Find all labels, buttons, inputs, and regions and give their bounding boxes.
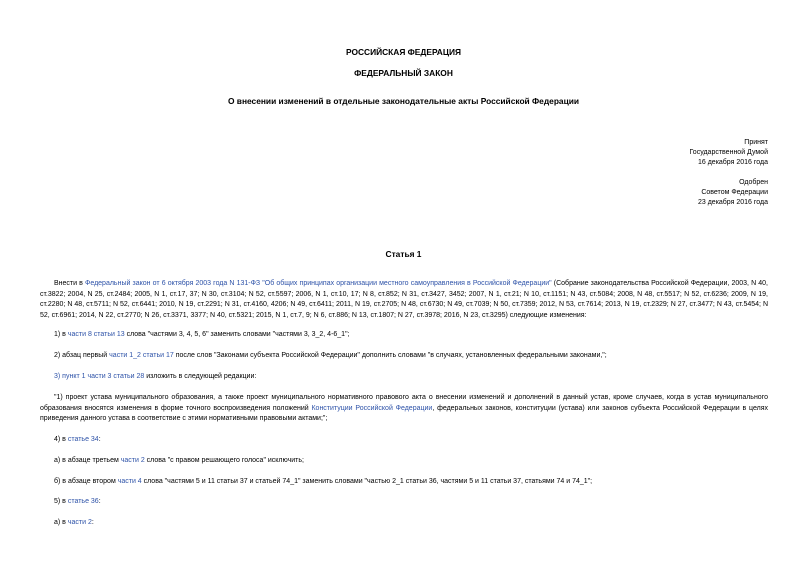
item-3-rest: изложить в следующей редакции:	[144, 373, 257, 380]
item-4b-link[interactable]: части 4	[117, 478, 142, 485]
item-5-link[interactable]: статье 36	[67, 498, 99, 505]
intro-paragraph	[40, 279, 768, 321]
intro-citations: (Собрание законодательства Российской Федерации, 2003, N 40, ст.3822; 2004, N 25, ст.2484; 2005, N 1, ст.17, 37; N 30, ст.3104; N 52, ст.5597; 2006, N 1, ст.10, 17; N 8, ст.852; N 31, ст.3427, 3452; 2007, N 1, ст.21; N 10, ст.1151; N 43, ст.5084; 2008, N 48, ст.5517; N 52, ст.6236; 2009, N 19, ст.2280; N 48, ст.5711; N 52, ст.6441; 2010, N 19, ст.2291; N 31, ст.4160, 4206; N 49, ст.6411; 2011, N 19, ст.2705; N 48, ст.6730; N 49, ст.7039; N 50, ст.7359; 2012, N 53, ст.7614; 2013, N 19, ст.2329; N 27, ст.3477; N 43, ст.5454; N 52, ст.6961; 2014, N 22, ст.2770; N 26, ст.3371, 3377; N 40, ст.5321; 2015, N 1, ст.7, 9; N 6, ст.886; N 13, ст.1807; N 27, ст.3978; 2016, N 23, ст.3295) следующие изменения:	[40, 280, 769, 319]
item-5-text: 5) в	[54, 498, 68, 505]
country-heading: РОССИЙСКАЯ ФЕДЕРАЦИЯ	[345, 47, 462, 57]
item-4b-text: б) в абзаце втором	[54, 478, 118, 485]
law-title: О внесении изменений в отдельные законодательные акты Российской Федерации	[227, 96, 580, 106]
item-4a-rest: слова "с правом решающего голоса" исключить;	[144, 457, 304, 464]
item-4-text: 4) в	[54, 436, 68, 443]
item-4-link[interactable]: статье 34	[67, 436, 99, 443]
adopted-body: Государственной Думой	[689, 149, 768, 156]
item-5a	[40, 518, 768, 529]
quote-rest: , федеральных законов, конституции (устава) или законов субъекта Российской Федерации в целях приведения данного устава в соответствие с этими нормативными правовыми актами;";	[40, 404, 768, 422]
approved-body: Советом Федерации	[701, 189, 768, 196]
item-1-rest: слова "частями 3, 4, 5, 6" заменить словами "частями 3, 3_2, 4-6_1";	[124, 331, 350, 338]
item-5	[40, 497, 768, 508]
intro-text: Внести в	[54, 280, 86, 287]
item-1-text: 1) в	[54, 331, 68, 338]
item-3-quote	[40, 393, 768, 425]
item-4b-rest: слова "частями 5 и 11 статьи 37 и статьей 74_1" заменить словами "частью 2_1 статьи 36, частями 5 и 11 статьи 37, статьями 74 и 74_1";	[141, 478, 593, 485]
item-2-rest: после слов "Законами субъекта Российской Федерации" дополнить словами "в случаях, установленных федеральными законами,";	[173, 352, 607, 359]
item-2	[40, 351, 768, 362]
item-5a-link[interactable]: части 2	[67, 519, 92, 526]
item-4-rest: :	[98, 436, 101, 443]
item-4b	[40, 477, 768, 488]
item-1	[40, 330, 768, 341]
item-4a-text: а) в абзаце третьем	[54, 457, 121, 464]
item-1-link[interactable]: части 8 статьи 13	[67, 331, 125, 338]
constitution-link[interactable]: Конституции Российской Федерации	[311, 404, 433, 412]
article-heading: Статья 1	[385, 249, 422, 259]
quote-text: "1) проект устава муниципального образования, а также проект муниципального нормативного правового акта о внесении изменений и дополнений в данный устав, кроме случаев, когда в устав муниципального образования вносятся изменения в форме точного воспроизведения положений	[40, 394, 768, 412]
adopted-label: Принят	[744, 139, 768, 146]
adopted-date: 16 декабря 2016 года	[697, 159, 768, 166]
item-4	[40, 435, 768, 446]
adopted-block	[689, 138, 768, 168]
approved-block	[698, 178, 768, 208]
approved-label: Одобрен	[739, 179, 768, 186]
item-5a-rest: :	[91, 519, 94, 526]
law-type-heading: ФЕДЕРАЛЬНЫЙ ЗАКОН	[354, 68, 453, 78]
item-2-text: 2) абзац первый	[54, 352, 110, 359]
law-131-fz-link[interactable]: Федеральный закон от 6 октября 2003 года N 131-ФЗ "Об общих принципах организации местного самоуправления в Российской Федерации"	[85, 280, 552, 287]
item-4a-link[interactable]: части 2	[120, 457, 145, 464]
item-3-link[interactable]: 3) пункт 1 части 3 статьи 28	[54, 373, 145, 380]
item-3	[40, 372, 768, 383]
item-5a-text: а) в	[54, 519, 68, 526]
item-4a	[40, 456, 768, 467]
item-2-link[interactable]: части 1_2 статьи 17	[109, 352, 174, 359]
item-5-rest: :	[98, 498, 101, 505]
approved-date: 23 декабря 2016 года	[697, 199, 768, 206]
